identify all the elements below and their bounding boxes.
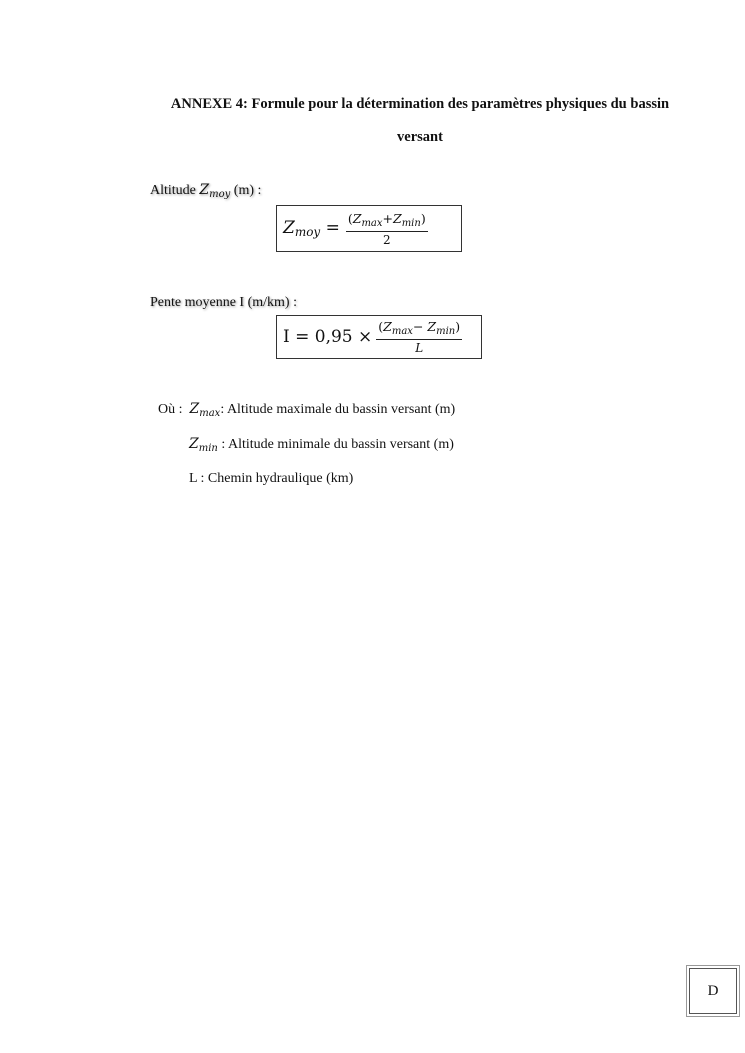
- formula-zmoy-numerator: [346, 211, 428, 232]
- formula-zmoy-lhs: [283, 218, 340, 239]
- formula-zmoy-lhs-sub: moy: [294, 225, 321, 239]
- num-open: (: [347, 210, 353, 226]
- num2-sub1: max: [391, 326, 413, 337]
- altitude-var-sub: moy: [209, 189, 231, 200]
- num2-sub2: min: [436, 326, 456, 337]
- legend-l: L : Chemin hydraulique (km): [189, 471, 354, 486]
- num-close: ): [420, 210, 426, 226]
- formula-zmoy: [276, 205, 462, 252]
- legend-zmax-text: : Altitude maximale du bassin versant (m): [220, 402, 456, 417]
- page-label-box: [689, 968, 737, 1014]
- num-sub2: min: [401, 217, 421, 229]
- formula-zmoy-denominator: 2: [382, 232, 391, 247]
- legend-zmax-var: Z: [189, 401, 200, 417]
- num2-open: (: [378, 319, 384, 334]
- formula-slope-numerator: [376, 319, 462, 340]
- formula-zmoy-fraction: [346, 211, 428, 247]
- altitude-var: Z: [199, 182, 210, 198]
- num2-close: ): [455, 319, 461, 334]
- num2-z2: Z: [427, 319, 437, 334]
- num-z2: Z: [393, 210, 402, 226]
- altitude-label-suffix: (m) :: [230, 183, 262, 198]
- num2-op: −: [412, 319, 428, 334]
- num-z1: Z: [352, 210, 362, 226]
- num2-z1: Z: [383, 319, 392, 334]
- page-label: D: [707, 983, 719, 999]
- legend-zmin-sub: min: [198, 443, 218, 454]
- legend-prefix: Où :: [158, 402, 183, 417]
- num-op: +: [382, 210, 394, 226]
- formula-slope-denominator: L: [415, 341, 424, 355]
- legend-zmin-var: Z: [189, 436, 199, 452]
- legend-zmax-sub: max: [199, 408, 221, 419]
- formula-slope-fraction: [376, 319, 462, 355]
- formula-slope: [276, 315, 482, 359]
- legend-zmax: [158, 401, 455, 419]
- altitude-label-prefix: Altitude: [150, 183, 200, 198]
- legend-zmin-text: : Altitude minimale du bassin versant (m): [217, 437, 454, 452]
- altitude-label: [150, 182, 261, 200]
- page-title: ANNEXE 4: Formule pour la détermination des paramètres physiques du bassin versant: [170, 96, 670, 145]
- slope-label: Pente moyenne I (m/km) :: [150, 295, 297, 310]
- formula-zmoy-equals: =: [320, 218, 340, 238]
- formula-slope-lhs: I = 0,95 ×: [283, 327, 373, 347]
- num-sub1: max: [361, 217, 383, 229]
- formula-zmoy-lhs-var: Z: [283, 218, 295, 238]
- legend-zmin: [189, 436, 454, 454]
